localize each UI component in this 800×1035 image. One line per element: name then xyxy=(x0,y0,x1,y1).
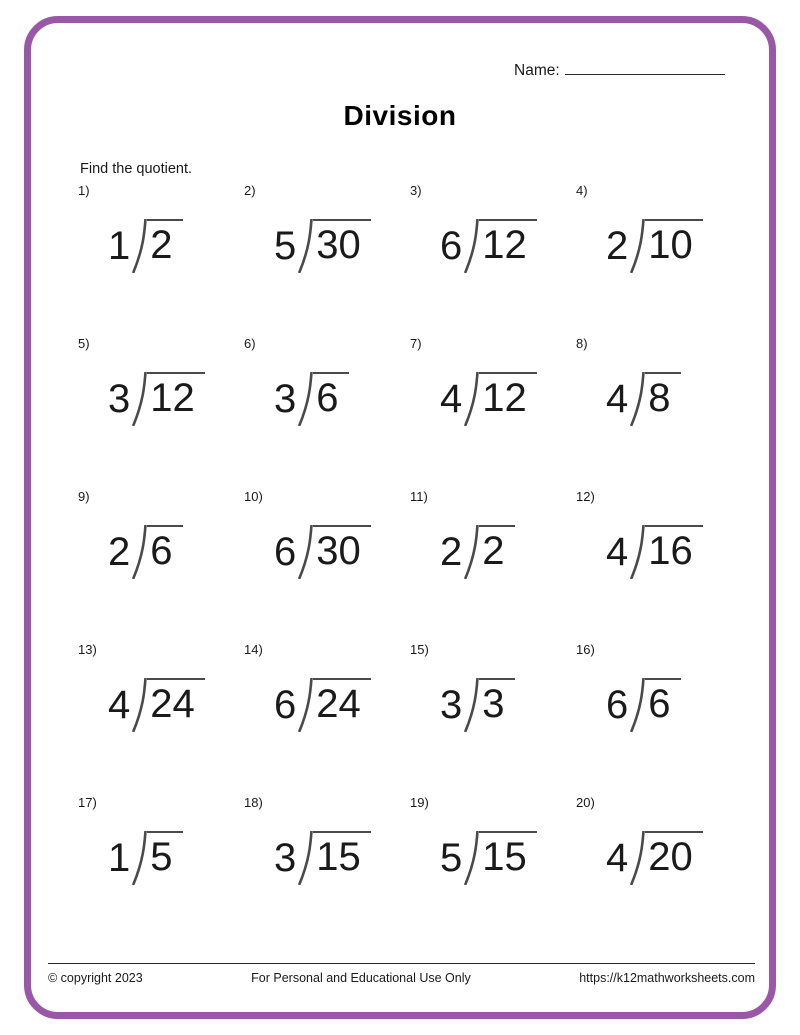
divisor: 3 xyxy=(440,683,463,727)
problem-number: 1) xyxy=(78,183,90,198)
problem-cell xyxy=(78,642,244,795)
dividend: 16 xyxy=(645,525,703,573)
division-problem xyxy=(108,673,205,732)
division-bracket-icon xyxy=(462,831,479,885)
divisor: 5 xyxy=(440,836,463,880)
problem-cell xyxy=(410,489,576,642)
divisor: 1 xyxy=(108,224,131,268)
divisor: 5 xyxy=(274,224,297,268)
dividend: 10 xyxy=(645,219,703,267)
divisor: 2 xyxy=(108,530,131,574)
division-problem xyxy=(274,826,371,885)
division-bracket-icon xyxy=(462,219,479,273)
dividend: 24 xyxy=(147,678,205,726)
dividend: 12 xyxy=(479,372,537,420)
problem-cell xyxy=(244,336,410,489)
divisor: 3 xyxy=(108,377,131,421)
footer-usage: For Personal and Educational Use Only xyxy=(251,971,471,985)
divisor: 4 xyxy=(606,836,629,880)
problems-grid xyxy=(78,183,742,948)
divisor: 3 xyxy=(274,377,297,421)
problem-number: 12) xyxy=(576,489,595,504)
divisor: 4 xyxy=(108,683,131,727)
division-bracket-icon xyxy=(628,831,645,885)
divisor: 2 xyxy=(440,530,463,574)
problem-cell xyxy=(410,183,576,336)
division-bracket-icon xyxy=(296,525,313,579)
divisor: 6 xyxy=(274,530,297,574)
dividend: 20 xyxy=(645,831,703,879)
division-problem xyxy=(606,826,703,885)
problem-cell xyxy=(244,642,410,795)
division-problem xyxy=(108,214,183,273)
problem-number: 4) xyxy=(576,183,588,198)
problem-cell xyxy=(576,183,742,336)
division-bracket-icon xyxy=(628,219,645,273)
division-problem xyxy=(274,367,349,426)
divisor: 6 xyxy=(606,683,629,727)
divisor: 2 xyxy=(606,224,629,268)
dividend: 12 xyxy=(147,372,205,420)
division-problem xyxy=(606,367,681,426)
division-problem xyxy=(274,520,371,579)
problem-cell xyxy=(78,183,244,336)
problem-cell xyxy=(78,795,244,948)
problem-cell xyxy=(410,642,576,795)
problem-number: 15) xyxy=(410,642,429,657)
dividend: 6 xyxy=(645,678,680,726)
dividend: 2 xyxy=(479,525,514,573)
footer xyxy=(48,971,755,985)
problem-cell xyxy=(576,795,742,948)
problem-cell xyxy=(576,489,742,642)
dividend: 15 xyxy=(313,831,371,879)
problem-cell xyxy=(410,336,576,489)
division-bracket-icon xyxy=(462,678,479,732)
division-problem xyxy=(274,673,371,732)
problem-number: 3) xyxy=(410,183,422,198)
division-bracket-icon xyxy=(130,831,147,885)
dividend: 6 xyxy=(147,525,182,573)
problem-cell xyxy=(78,336,244,489)
divisor: 4 xyxy=(606,377,629,421)
divisor: 3 xyxy=(274,836,297,880)
division-bracket-icon xyxy=(130,372,147,426)
page-title: Division xyxy=(343,100,457,131)
division-bracket-icon xyxy=(296,372,313,426)
divisor: 1 xyxy=(108,836,131,880)
name-field xyxy=(514,60,725,80)
problem-number: 6) xyxy=(244,336,256,351)
division-problem xyxy=(440,214,537,273)
dividend: 30 xyxy=(313,219,371,267)
problem-number: 8) xyxy=(576,336,588,351)
problem-number: 2) xyxy=(244,183,256,198)
dividend: 3 xyxy=(479,678,514,726)
footer-divider xyxy=(48,963,755,964)
problem-cell xyxy=(244,183,410,336)
problem-number: 9) xyxy=(78,489,90,504)
problem-number: 20) xyxy=(576,795,595,810)
problem-number: 17) xyxy=(78,795,97,810)
division-bracket-icon xyxy=(130,219,147,273)
problem-cell xyxy=(576,642,742,795)
dividend: 12 xyxy=(479,219,537,267)
problem-cell xyxy=(410,795,576,948)
divisor: 6 xyxy=(274,683,297,727)
division-problem xyxy=(108,367,205,426)
problem-number: 13) xyxy=(78,642,97,657)
division-problem xyxy=(440,367,537,426)
division-bracket-icon xyxy=(296,219,313,273)
dividend: 24 xyxy=(313,678,371,726)
dividend: 15 xyxy=(479,831,537,879)
dividend: 2 xyxy=(147,219,182,267)
division-problem xyxy=(606,520,703,579)
division-bracket-icon xyxy=(628,678,645,732)
footer-copyright: © copyright 2023 xyxy=(48,971,143,985)
problem-cell xyxy=(244,795,410,948)
division-bracket-icon xyxy=(296,831,313,885)
division-problem xyxy=(606,673,681,732)
division-bracket-icon xyxy=(628,525,645,579)
division-problem xyxy=(108,520,183,579)
dividend: 8 xyxy=(645,372,680,420)
division-problem xyxy=(274,214,371,273)
problem-number: 10) xyxy=(244,489,263,504)
division-bracket-icon xyxy=(130,678,147,732)
problem-cell xyxy=(78,489,244,642)
division-bracket-icon xyxy=(462,525,479,579)
name-label: Name: xyxy=(514,62,560,79)
problem-cell xyxy=(576,336,742,489)
instruction-text: Find the quotient. xyxy=(80,161,193,177)
division-problem xyxy=(440,826,537,885)
dividend: 30 xyxy=(313,525,371,573)
dividend: 6 xyxy=(313,372,348,420)
division-bracket-icon xyxy=(462,372,479,426)
problem-cell xyxy=(244,489,410,642)
division-problem xyxy=(440,673,515,732)
problem-number: 19) xyxy=(410,795,429,810)
division-problem xyxy=(606,214,703,273)
problem-number: 7) xyxy=(410,336,422,351)
problem-number: 16) xyxy=(576,642,595,657)
name-blank-line xyxy=(565,60,725,75)
divisor: 4 xyxy=(606,530,629,574)
problem-number: 5) xyxy=(78,336,90,351)
dividend: 5 xyxy=(147,831,182,879)
problem-number: 11) xyxy=(410,489,428,504)
divisor: 6 xyxy=(440,224,463,268)
division-problem xyxy=(440,520,515,579)
division-bracket-icon xyxy=(628,372,645,426)
footer-url: https://k12mathworksheets.com xyxy=(579,971,755,985)
divisor: 4 xyxy=(440,377,463,421)
problem-number: 18) xyxy=(244,795,263,810)
division-problem xyxy=(108,826,183,885)
division-bracket-icon xyxy=(296,678,313,732)
division-bracket-icon xyxy=(130,525,147,579)
problem-number: 14) xyxy=(244,642,263,657)
